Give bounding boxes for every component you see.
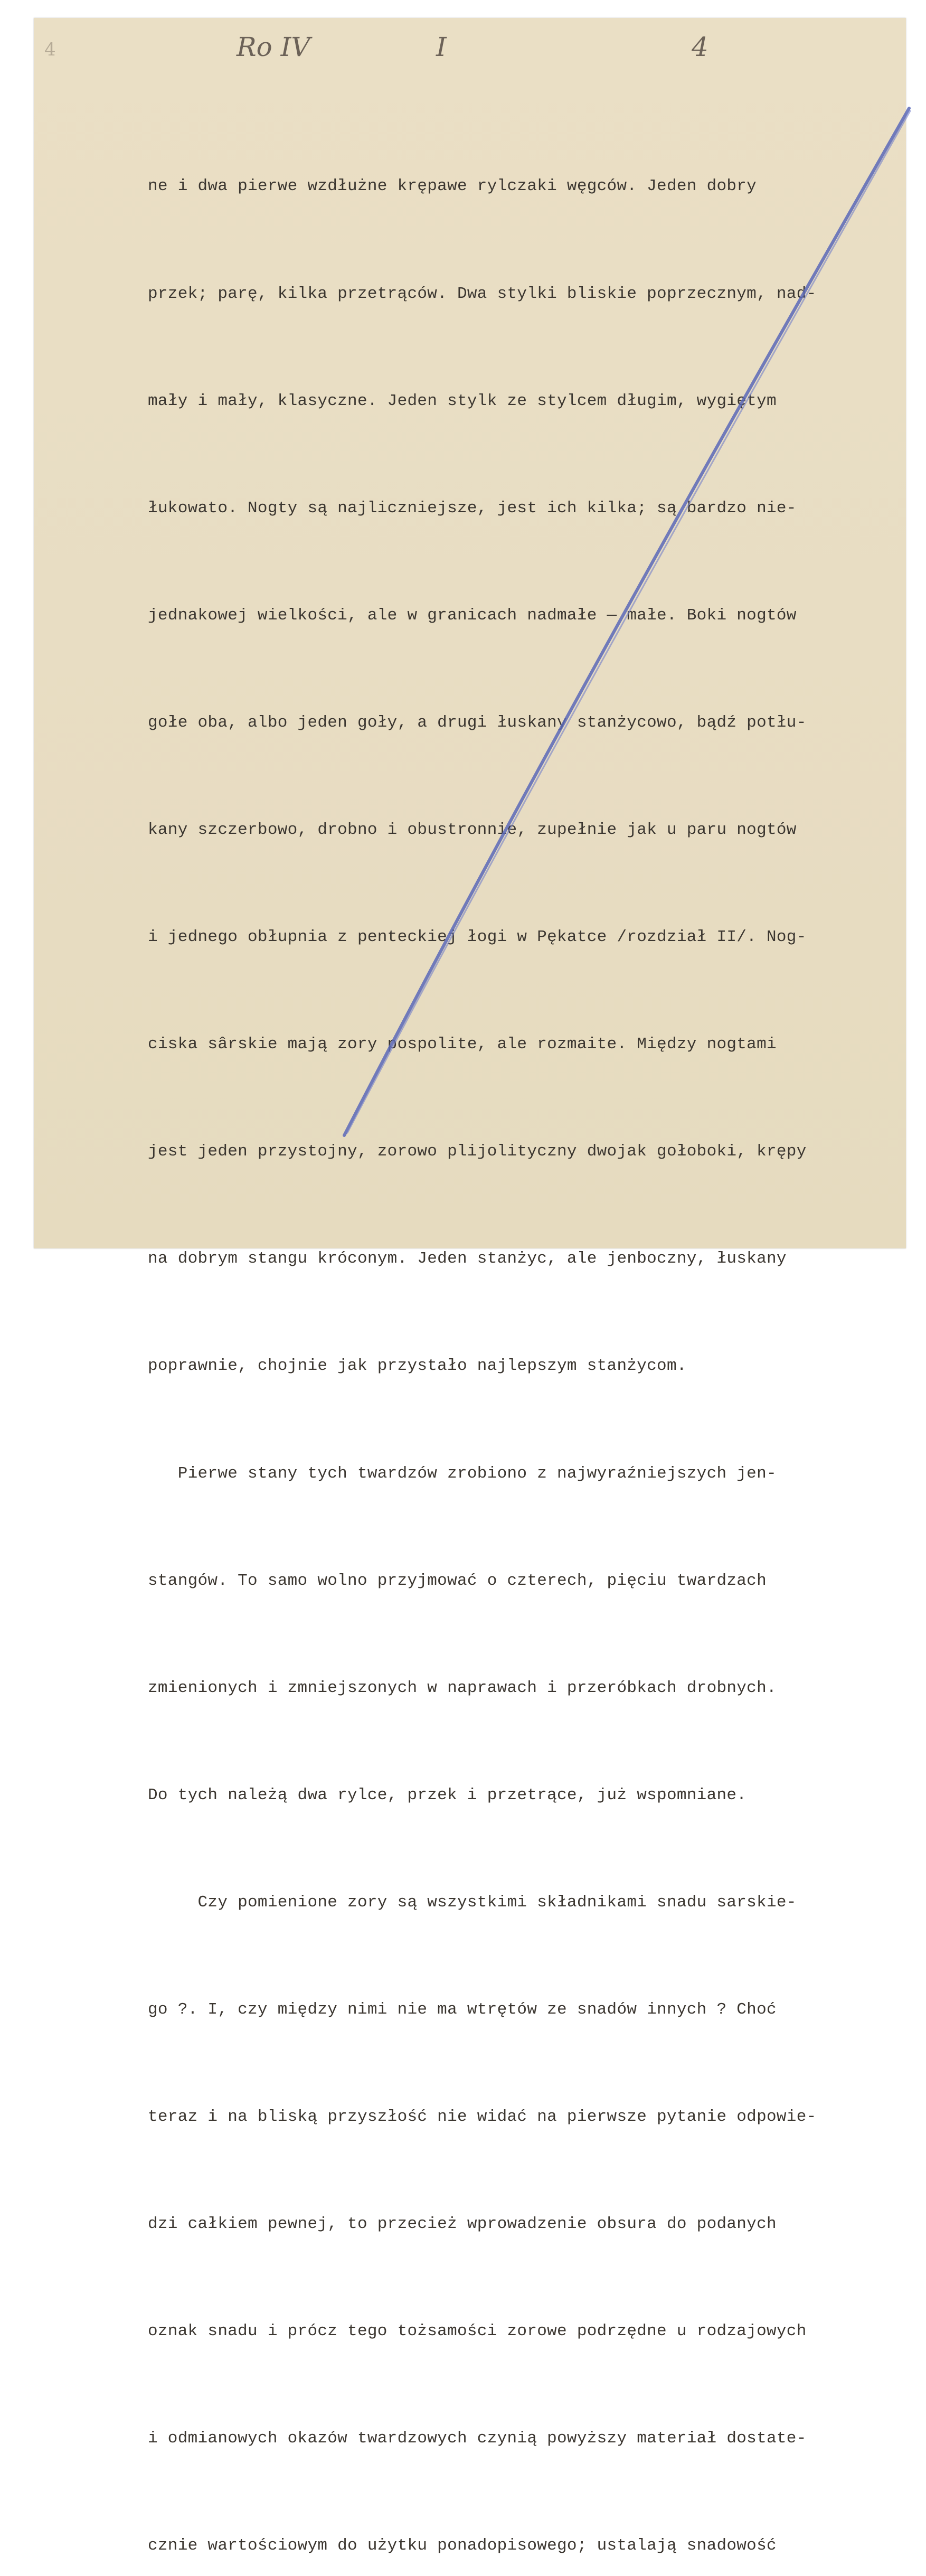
text-line: kany szczerbowo, drobno i obustronnie, zupełnie jak u paru nogtów (148, 820, 797, 839)
text-line: mały i mały, klasyczne. Jeden stylk ze stylcem długim, wygiętym (148, 391, 777, 410)
handwritten-page-number: 4 (692, 32, 708, 62)
text-line: oznak snadu i prócz tego tożsamości zorowe podrzędne u rodzajowych (148, 2322, 807, 2341)
text-line: cznie wartościowym do użytku ponadopisowego; ustalają snadowość (148, 2536, 777, 2555)
text-line: na dobrym stangu króconym. Jeden stanżyc, ale jenboczny, łuskany (148, 1249, 787, 1268)
text-line: ciska sârskie mają zory pospolite, ale rozmaite. Między nogtami (148, 1035, 777, 1054)
text-line: teraz i na bliską przyszłość nie widać na pierwsze pytanie odpowie- (148, 2108, 817, 2127)
text-line: gołe oba, albo jeden goły, a drugi łuskany stanżycowo, bądź potłu- (148, 713, 807, 732)
text-line: dzi całkiem pewnej, to przecież wprowadzenie obsura do podanych (148, 2215, 777, 2234)
text-line: Czy pomienione zory są wszystkimi składnikami snadu sarskie- (148, 1893, 797, 1912)
text-line: stangów. To samo wolno przyjmować o czterech, pięciu twardzach (148, 1571, 767, 1590)
text-line: Do tych należą dwa rylce, przek i przetrące, już wspomniane. (148, 1785, 747, 1804)
text-line: jest jeden przystojny, zorowo plijolityczny dwojak gołoboki, krępy (148, 1142, 807, 1161)
handwritten-chapter-mark: I (436, 32, 447, 62)
text-line: jednakowej wielkości, ale w granicach nadmałe — małe. Boki nogtów (148, 606, 797, 625)
text-line: go ?. I, czy między nimi nie ma wtrętów ze snadów innych ? Choć (148, 2000, 777, 2019)
text-line: i odmianowych okazów twardzowych czynią powyższy materiał dostate- (148, 2429, 807, 2448)
text-line: i jednego obłupnia z penteckiej łogi w Pękatce /rozdział II/. Nog- (148, 928, 807, 947)
text-line: Pierwe stany tych twardzów zrobiono z najwyraźniejszych jen- (148, 1464, 777, 1483)
text-line: poprawnie, chojnie jak przystało najlepszym stanżycom. (148, 1357, 687, 1376)
text-line: zmienionych i zmniejszonych w naprawach i przeróbkach drobnych. (148, 1678, 777, 1697)
text-line: ne i dwa pierwe wzdłużne krępawe rylczaki węgców. Jeden dobry (148, 177, 757, 196)
text-line: łukowato. Nogty są najliczniejsze, jest ich kilka; są bardzo nie- (148, 499, 797, 518)
typewritten-body (148, 97, 897, 2576)
margin-page-mark: 4 (44, 39, 56, 60)
text-line: przek; parę, kilka przetrąców. Dwa stylki bliskie poprzecznym, nad- (148, 284, 817, 303)
handwritten-volume-mark: Ro IV (237, 32, 310, 62)
